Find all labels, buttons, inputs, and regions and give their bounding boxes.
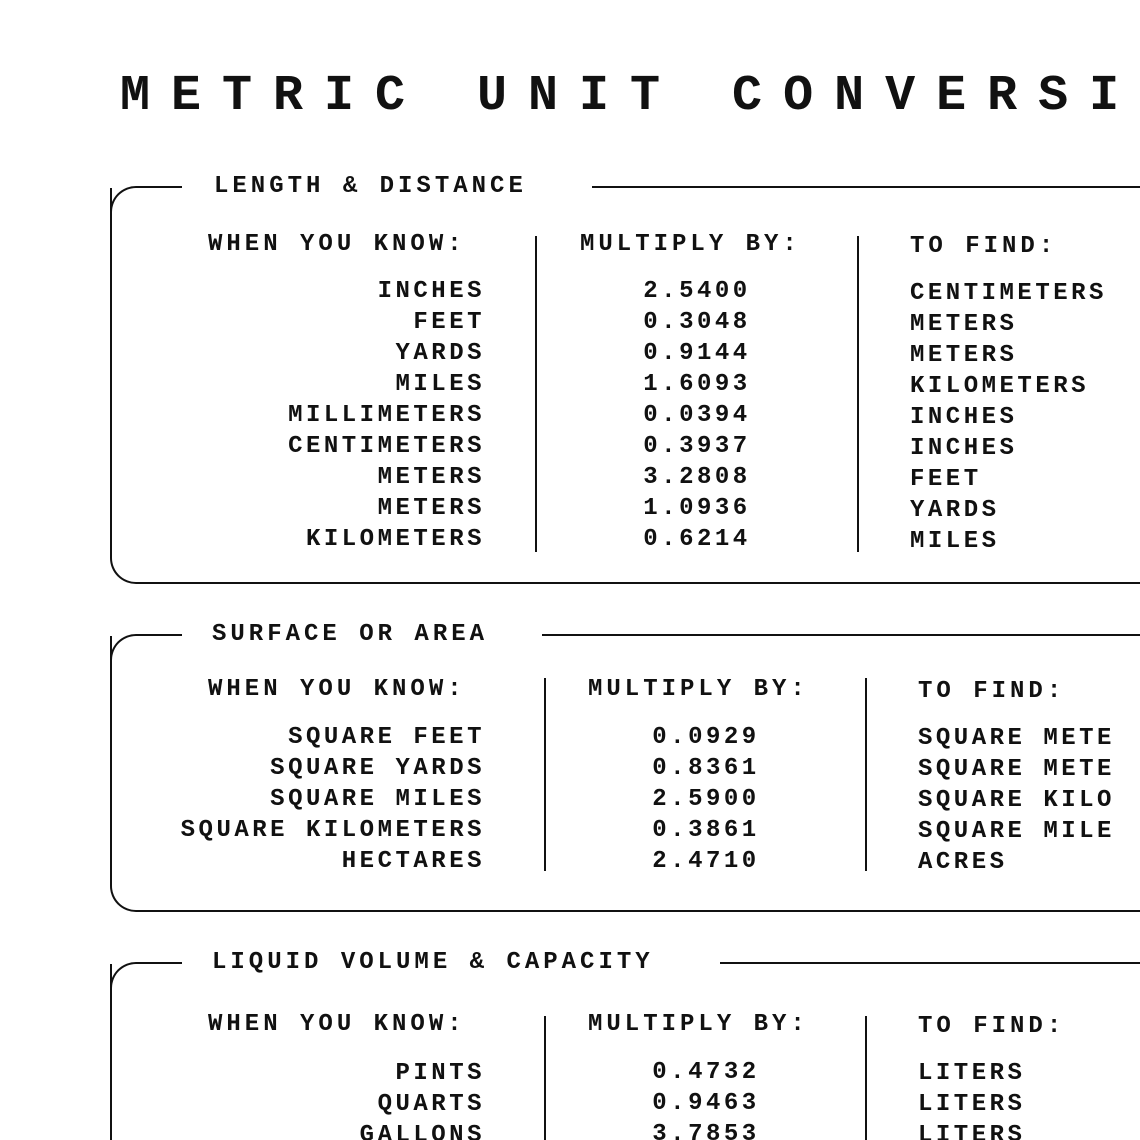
column-divider [865, 1016, 867, 1140]
header-when-you-know: WHEN YOU KNOW: [208, 1011, 466, 1038]
section-surface-area [110, 621, 1140, 912]
table-cell: CENTIMETERS [910, 280, 1107, 307]
table-cell: 0.4732 [652, 1059, 760, 1086]
header-when-you-know: WHEN YOU KNOW: [208, 676, 466, 703]
table-cell: YARDS [395, 340, 485, 367]
table-cell: INCHES [910, 435, 1018, 462]
table-cell: SQUARE METE [918, 725, 1115, 752]
table-cell: 0.6214 [643, 526, 751, 553]
table-cell: SQUARE MILE [918, 818, 1115, 845]
table-cell: HECTARES [341, 848, 485, 875]
table-cell: 0.9144 [643, 340, 751, 367]
factor-column [616, 722, 796, 877]
find-column [918, 1058, 1140, 1140]
find-column [910, 278, 1140, 557]
header-to-find: TO FIND: [910, 233, 1058, 260]
header-to-find: TO FIND: [918, 1013, 1066, 1040]
table-cell: SQUARE FEET [288, 724, 485, 751]
table-cell: SQUARE MILES [270, 786, 485, 813]
table-cell: FEET [413, 309, 485, 336]
know-column [112, 1058, 485, 1140]
table-cell: GALLONS [359, 1122, 485, 1140]
table-cell: ACRES [918, 849, 1008, 876]
table-cell: SQUARE KILOMETERS [180, 817, 485, 844]
table-cell: 1.6093 [643, 371, 751, 398]
table-cell: 2.5900 [652, 786, 760, 813]
table-cell: LITERS [918, 1091, 1026, 1118]
table-cell: LITERS [918, 1060, 1026, 1087]
table-cell: MILES [910, 528, 1000, 555]
box-corner [110, 186, 182, 216]
table-cell: KILOMETERS [910, 373, 1090, 400]
header-multiply-by: MULTIPLY BY: [588, 676, 809, 703]
column-divider [857, 236, 859, 552]
know-column [152, 276, 485, 555]
table-cell: 1.0936 [643, 495, 751, 522]
table-cell: 0.0394 [643, 402, 751, 429]
box-top-line [720, 962, 1140, 964]
table-cell: 0.0929 [652, 724, 760, 751]
table-cell: 0.3937 [643, 433, 751, 460]
table-cell: METERS [377, 495, 485, 522]
column-divider [535, 236, 537, 552]
column-divider [544, 1016, 546, 1140]
section-title: LENGTH & DISTANCE [214, 173, 527, 200]
table-cell: MILLIMETERS [288, 402, 485, 429]
table-cell: SQUARE KILO [918, 787, 1115, 814]
table-cell: YARDS [910, 497, 1000, 524]
table-cell: METERS [910, 311, 1018, 338]
section-title: LIQUID VOLUME & CAPACITY [212, 949, 654, 976]
table-cell: INCHES [910, 404, 1018, 431]
table-cell: 3.7853 [652, 1121, 760, 1140]
table-cell: FEET [910, 466, 982, 493]
table-cell: 0.8361 [652, 755, 760, 782]
box-top-line [542, 634, 1140, 636]
section-length-distance [110, 173, 1140, 584]
header-multiply-by: MULTIPLY BY: [580, 231, 801, 258]
table-cell: 2.5400 [643, 278, 751, 305]
page-title: METRIC UNIT CONVERSI [120, 68, 1140, 125]
table-cell: INCHES [377, 278, 485, 305]
section-title: SURFACE OR AREA [212, 621, 489, 648]
find-column [918, 723, 1140, 878]
table-cell: METERS [377, 464, 485, 491]
table-cell: 0.9463 [652, 1090, 760, 1117]
table-cell: MILES [395, 371, 485, 398]
header-to-find: TO FIND: [918, 678, 1066, 705]
table-cell: CENTIMETERS [288, 433, 485, 460]
table-cell: LITERS [918, 1122, 1026, 1140]
box-bottom-line [136, 582, 1140, 584]
table-cell: KILOMETERS [305, 526, 485, 553]
header-when-you-know: WHEN YOU KNOW: [208, 231, 466, 258]
table-cell: QUARTS [377, 1091, 485, 1118]
know-column [112, 722, 485, 877]
box-bottom-line [136, 910, 1140, 912]
table-cell: PINTS [395, 1060, 485, 1087]
table-cell: 0.3048 [643, 309, 751, 336]
header-multiply-by: MULTIPLY BY: [588, 1011, 809, 1038]
table-cell: SQUARE YARDS [270, 755, 485, 782]
table-cell: 0.3861 [652, 817, 760, 844]
table-cell: SQUARE METE [918, 756, 1115, 783]
box-corner [110, 962, 182, 992]
column-divider [544, 678, 546, 871]
table-cell: 2.4710 [652, 848, 760, 875]
factor-column [616, 1057, 796, 1140]
table-cell: METERS [910, 342, 1018, 369]
table-cell: 3.2808 [643, 464, 751, 491]
column-divider [865, 678, 867, 871]
box-corner [110, 634, 182, 664]
box-top-line [592, 186, 1140, 188]
section-liquid-volume [110, 949, 1140, 1140]
factor-column [607, 276, 787, 555]
